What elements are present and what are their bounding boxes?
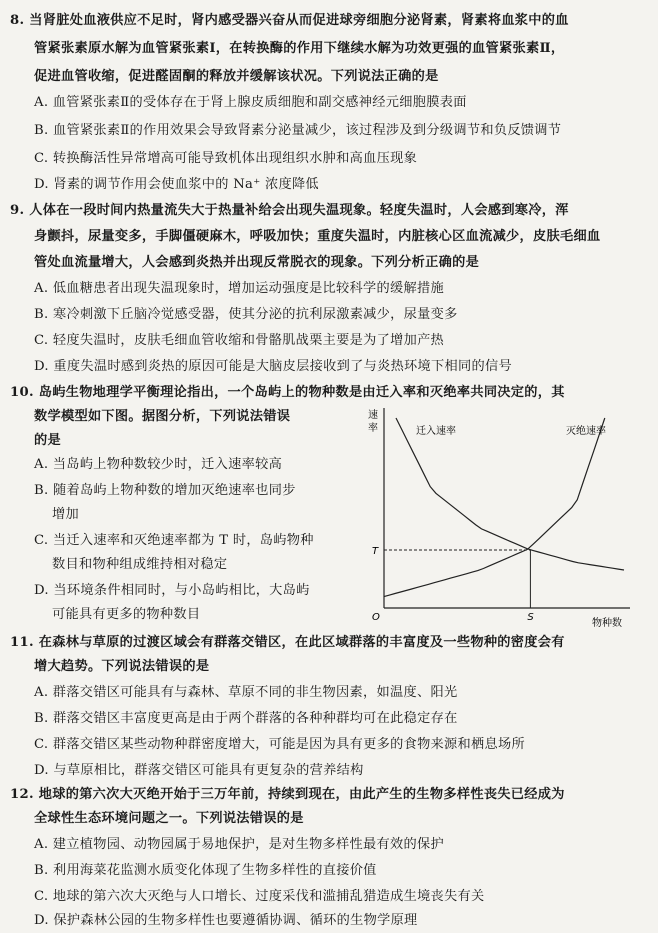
q12-option-a: A. 建立植物园、动物园属于易地保护，是对生物多样性最有效的保护	[34, 837, 444, 852]
q10-option-c-cont: 数目和物种组成维持相对稳定	[52, 557, 228, 572]
q11-option-d: D. 与草原相比，群落交错区可能具有更复杂的营养结构	[34, 763, 364, 778]
q8-stem-line-1: 8. 当肾脏处血液供应不足时，肾内感受器兴奋从而促进球旁细胞分泌肾素，肾素将血浆中的血	[10, 13, 569, 28]
q8-stem-line-2: 管紧张素原水解为血管紧张素Ⅰ，在转换酶的作用下继续水解为功效更强的血管紧张素Ⅱ，	[34, 41, 565, 56]
q12-option-d: D. 保护森林公园的生物多样性也要遵循协调、循环的生物学原理	[34, 913, 418, 928]
y-axis-label-2: 率	[368, 423, 378, 434]
q10-stem-line-2: 数学模型如下图。据图分析，下列说法错误	[34, 409, 291, 424]
q8-option-a: A. 血管紧张素Ⅱ的受体存在于肾上腺皮质细胞和副交感神经元细胞膜表面	[34, 95, 467, 110]
q10-option-a: A. 当岛屿上物种数较少时，迁入速率较高	[34, 457, 283, 472]
q10-option-d: D. 当环境条件相同时，与小岛屿相比，大岛屿	[34, 583, 310, 598]
extinction-series-label: 灭绝速率	[566, 426, 606, 437]
q9-option-a: A. 低血糖患者出现失温现象时，增加运动强度是比较科学的缓解措施	[34, 281, 444, 296]
q10-stem-line-3: 的是	[34, 433, 61, 448]
q8-option-b: B. 血管紧张素Ⅱ的作用效果会导致肾素分泌量减少，该过程涉及到分级调节和负反馈调节	[34, 123, 562, 138]
immigration-rate-curve	[396, 418, 624, 570]
q8-option-d: D. 肾素的调节作用会使血浆中的 Na⁺ 浓度降低	[34, 177, 319, 192]
q9-option-d: D. 重度失温时感到炎热的原因可能是大脑皮层接收到了与炎热环境下相同的信号	[34, 359, 512, 374]
q9-stem-line-2: 身颤抖，尿量变多，手脚僵硬麻木，呼吸加快；重度失温时，内脏核心区血流减少，皮肤毛细血	[34, 229, 601, 244]
q10-option-d-cont: 可能具有更多的物种数目	[52, 607, 201, 622]
q10-option-b-cont: 增加	[52, 507, 79, 522]
q11-option-c: C. 群落交错区某些动物种群密度增大，可能是因为具有更多的食物来源和栖息场所	[34, 737, 525, 752]
q11-stem-line-2: 增大趋势。下列说法错误的是	[34, 659, 210, 674]
q8-stem-line-3: 促进血管收缩，促进醛固酮的释放并缓解该状况。下列说法正确的是	[34, 69, 439, 84]
species-rate-chart	[360, 400, 640, 632]
q12-stem-line-1: 12. 地球的第六次大灭绝开始于三万年前，持续到现在，由此产生的生物多样性丧失已经成为	[10, 787, 565, 802]
q11-option-a: A. 群落交错区可能具有与森林、草原不同的非生物因素，如温度、阳光	[34, 685, 458, 700]
q10-option-b: B. 随着岛屿上物种数的增加灭绝速率也同步	[34, 483, 296, 498]
q12-option-b: B. 利用海菜花监测水质变化体现了生物多样性的直接价值	[34, 863, 377, 878]
s-marker-label: S	[527, 612, 534, 623]
q11-stem-line-1: 11. 在森林与草原的过渡区域会有群落交错区，在此区域群落的丰富度及一些物种的密度会有	[10, 635, 565, 650]
q12-option-c: C. 地球的第六次大灭绝与人口增长、过度采伐和滥捕乱猎造成生境丧失有关	[34, 889, 485, 904]
q9-stem-line-1: 9. 人体在一段时间内热量流失大于热量补给会出现失温现象。轻度失温时，人会感到寒冷，浑	[10, 203, 569, 218]
x-axis-label: 物种数	[592, 618, 622, 629]
q10-option-c: C. 当迁入速率和灭绝速率都为 T 时，岛屿物种	[34, 533, 314, 548]
q9-option-c: C. 轻度失温时，皮肤毛细血管收缩和骨骼肌战栗主要是为了增加产热	[34, 333, 445, 348]
q12-stem-line-2: 全球性生态环境问题之一。下列说法错误的是	[34, 811, 304, 826]
q11-option-b: B. 群落交错区丰富度更高是由于两个群落的各种种群均可在此稳定存在	[34, 711, 458, 726]
q10-stem-line-1: 10. 岛屿生物地理学平衡理论指出，一个岛屿上的物种数是由迁入率和灭绝率共同决定的，其	[10, 385, 565, 400]
extinction-rate-curve	[384, 418, 605, 597]
immigration-series-label: 迁入速率	[416, 426, 456, 437]
y-axis-label-1: 速	[368, 410, 378, 421]
q9-option-b: B. 寒冷刺激下丘脑冷觉感受器，使其分泌的抗利尿激素减少，尿量变多	[34, 307, 458, 322]
q9-stem-line-3: 管处血流量增大，人会感到炎热并出现反常脱衣的现象。下列分析正确的是	[34, 255, 480, 270]
t-marker-label: T	[372, 546, 379, 558]
origin-label: O	[372, 612, 380, 623]
q8-option-c: C. 转换酶活性异常增高可能导致机体出现组织水肿和高血压现象	[34, 151, 418, 166]
